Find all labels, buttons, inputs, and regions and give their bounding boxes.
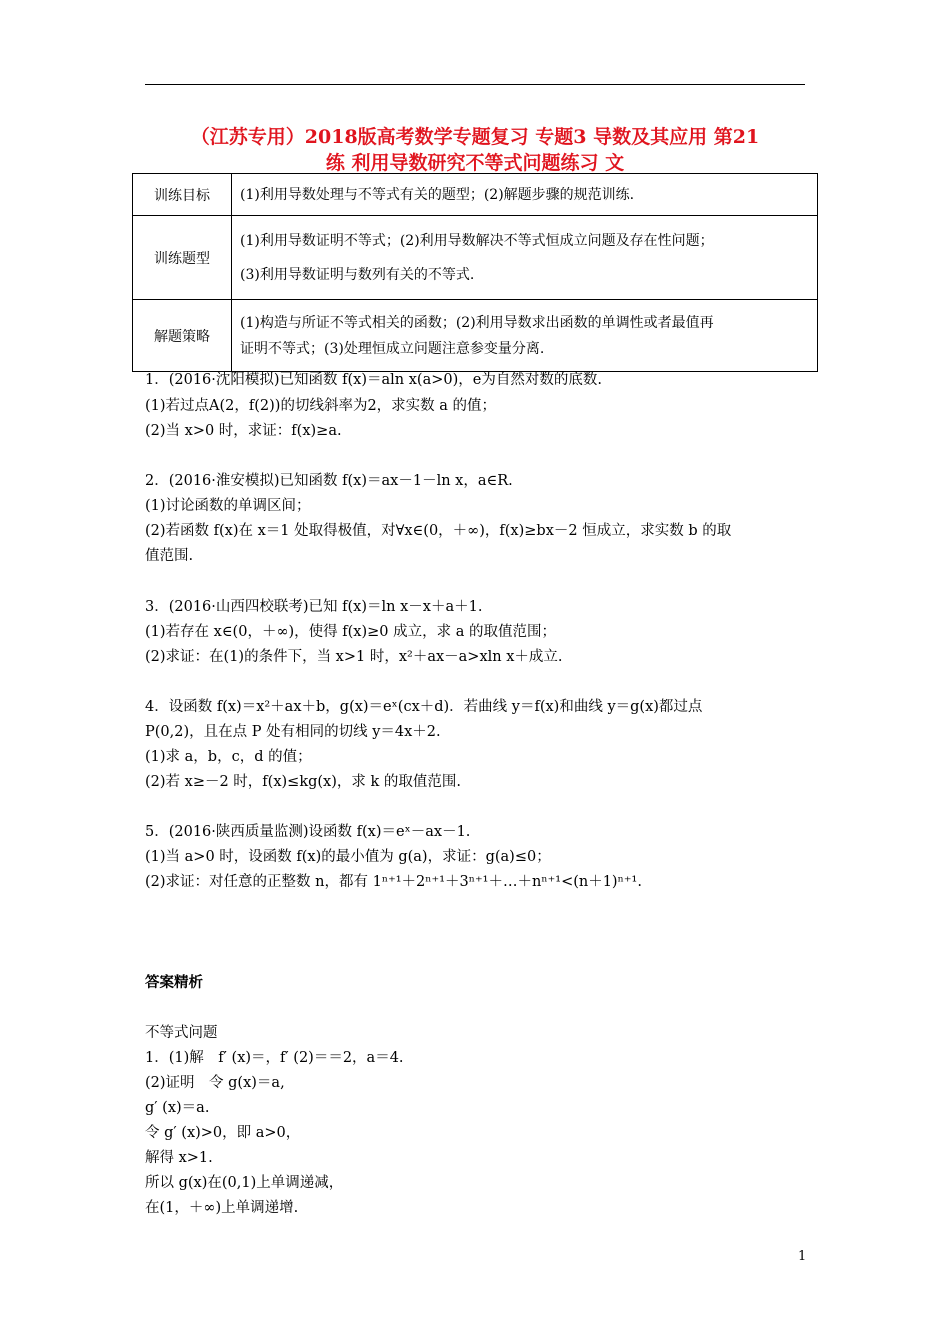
training-table	[132, 173, 818, 372]
row-line: 证明不等式；(3)处理恒成立问题注意参变量分离.	[240, 340, 545, 357]
answer-line: g′ (x)＝a.	[145, 1100, 210, 1116]
problem-line: (1)讨论函数的单调区间；	[145, 498, 311, 514]
row-line: (1)利用导数证明不等式；(2)利用导数解决不等式恒成立问题及存在性问题；	[240, 232, 714, 249]
table-row	[133, 174, 818, 216]
document-title	[135, 124, 815, 176]
problem-line: P(0,2)，且在点 P 处有相同的切线 y＝4x＋2.	[145, 724, 441, 740]
answer-line: (2)证明 令 g(x)＝a,	[145, 1075, 285, 1091]
header-rule	[145, 84, 805, 85]
row-label: 训练题型	[133, 216, 232, 300]
title-line-2: 练 利用导数研究不等式问题练习 文	[325, 152, 625, 174]
page-number: 1	[798, 1249, 807, 1264]
answer-line: 1．(1)解 f′ (x)＝，f′ (2)＝＝2，a＝4.	[145, 1050, 404, 1066]
row-line: (3)利用导数证明与数列有关的不等式.	[240, 266, 475, 283]
problem-line: (1)求 a，b，c，d 的值；	[145, 749, 312, 765]
problem-line: (2)求证：在(1)的条件下，当 x>1 时，x²＋ax－a>xln x＋成立.	[145, 649, 563, 665]
problem-line: 4．设函数 f(x)＝x²＋ax＋b，g(x)＝eˣ(cx＋d)．若曲线 y＝f(x)和曲线 y＝g(x)都过点	[145, 699, 703, 715]
row-line: (1)利用导数处理与不等式有关的题型；(2)解题步骤的规范训练.	[240, 186, 635, 203]
problem-line: 值范围.	[145, 548, 194, 564]
problem-line: 5．(2016·陕西质量监测)设函数 f(x)＝eˣ－ax－1.	[145, 824, 471, 840]
row-label: 解题策略	[133, 300, 232, 372]
problem-line: (2)若函数 f(x)在 x＝1 处取得极值，对∀x∈(0，＋∞)，f(x)≥bx－2 恒成立，求实数 b 的取	[145, 523, 732, 539]
answer-line: 令 g′ (x)>0，即 a>0，	[145, 1125, 301, 1141]
problem-line: (2)求证：对任意的正整数 n，都有 1ⁿ⁺¹＋2ⁿ⁺¹＋3ⁿ⁺¹＋…＋nⁿ⁺¹<(n＋1)ⁿ⁺¹.	[145, 874, 642, 890]
answer-line: 不等式问题	[145, 1025, 218, 1041]
problem-line: (1)当 a>0 时，设函数 f(x)的最小值为 g(a)，求证：g(a)≤0；	[145, 849, 551, 865]
row-content	[232, 174, 818, 216]
problem-line: 3．(2016·山西四校联考)已知 f(x)＝ln x－x＋a＋1.	[145, 599, 483, 615]
problem-line: 1．(2016·沈阳模拟)已知函数 f(x)＝aln x(a>0)，e为自然对数的底数.	[145, 372, 602, 388]
table-row	[133, 300, 818, 372]
problem-line: (1)若存在 x∈(0，＋∞)，使得 f(x)≥0 成立，求 a 的取值范围；	[145, 624, 556, 640]
problem-line: 2．(2016·淮安模拟)已知函数 f(x)＝ax－1－ln x，a∈R.	[145, 473, 513, 489]
answers-heading: 答案精析	[145, 974, 203, 991]
row-content	[232, 216, 818, 300]
row-label: 训练目标	[133, 174, 232, 216]
problem-line: (2)当 x>0 时，求证：f(x)≥a.	[145, 423, 342, 439]
row-line: (1)构造与所证不等式相关的函数；(2)利用导数求出函数的单调性或者最值再	[240, 314, 714, 331]
answer-line: 解得 x>1.	[145, 1150, 213, 1166]
answer-line: 在(1，＋∞)上单调递增.	[145, 1200, 299, 1216]
title-line-1: （江苏专用）2018版高考数学专题复习 专题3 导数及其应用 第21	[190, 126, 760, 148]
answer-line: 所以 g(x)在(0,1)上单调递减，	[145, 1175, 344, 1191]
problem-line: (2)若 x≥－2 时，f(x)≤kg(x)，求 k 的取值范围.	[145, 774, 461, 790]
row-content	[232, 300, 818, 372]
table-row	[133, 216, 818, 300]
problem-line: (1)若过点A(2，f(2))的切线斜率为2，求实数 a 的值；	[145, 398, 497, 414]
